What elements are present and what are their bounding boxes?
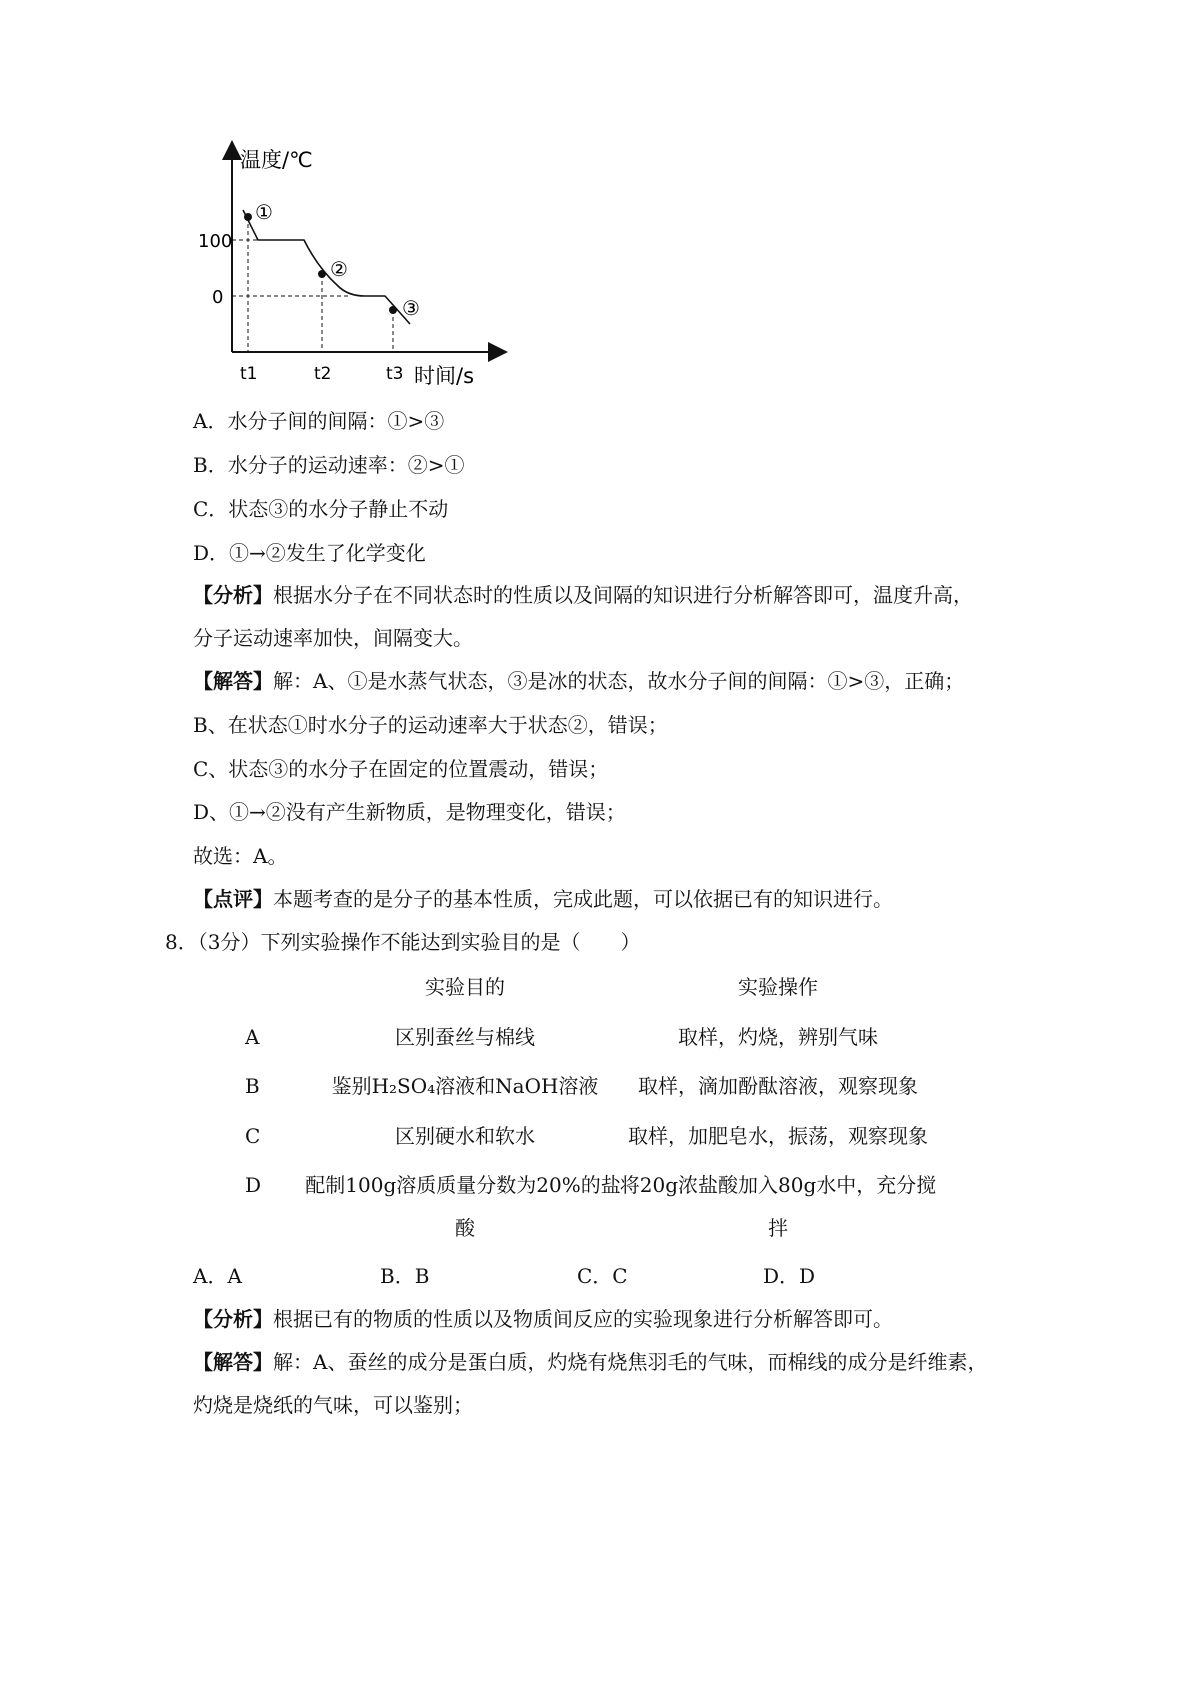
point-3-label: ③ — [402, 296, 420, 320]
x-axis-label: 时间/s — [414, 364, 475, 388]
point-3-dot — [389, 306, 397, 314]
q8-row-b-purpose: 鉴别H₂SO₄溶液和NaOH溶液 — [331, 1074, 599, 1098]
q7-answer-c: C、状态③的水分子在固定的位置震动，错误； — [193, 757, 609, 781]
q8-row-b-operation: 取样，滴加酚酞溶液，观察现象 — [638, 1074, 918, 1098]
point-2-label: ② — [330, 257, 348, 281]
q7-analysis-cont: 分子运动速率加快，间隔变大。 — [193, 626, 473, 650]
t2-label: t2 — [314, 364, 332, 384]
y-tick-0: 0 — [212, 287, 224, 308]
q7-comment — [193, 885, 893, 913]
q8-row-d-operation-cont: 拌 — [768, 1216, 788, 1240]
q7-option-d: D．①→②发生了化学变化 — [193, 541, 426, 565]
point-1-label: ① — [255, 200, 273, 224]
q8-row-d-purpose-cont: 酸 — [455, 1216, 475, 1240]
q8-choice-c: C．C — [577, 1264, 628, 1288]
q8-row-d-purpose: 配制100g溶质质量分数为20%的盐 — [305, 1173, 621, 1197]
point-1-dot — [244, 213, 252, 221]
q8-row-b-label: B — [245, 1074, 260, 1098]
q7-answer-d: D、①→②没有产生新物质，是物理变化，错误； — [193, 800, 626, 824]
q7-answer — [193, 667, 964, 695]
q8-header-operation: 实验操作 — [738, 975, 818, 999]
q8-choice-b: B．B — [380, 1264, 430, 1288]
q7-comment-text: 本题考查的是分子的基本性质，完成此题，可以依据已有的知识进行。 — [273, 887, 893, 911]
q8-analysis-tag: 【分析】 — [193, 1307, 273, 1331]
q7-answer-choice: 故选：A。 — [193, 844, 288, 868]
q7-answer-tag: 【解答】 — [193, 669, 273, 693]
q7-answer-b: B、在状态①时水分子的运动速率大于状态②，错误； — [193, 713, 668, 737]
q7-option-b: B．水分子的运动速率：②>① — [193, 453, 465, 477]
q8-row-d-operation: 将20g浓盐酸加入80g水中，充分搅 — [619, 1173, 937, 1197]
q8-row-a-purpose: 区别蚕丝与棉线 — [395, 1025, 535, 1049]
q8-answer-tag: 【解答】 — [193, 1350, 273, 1374]
q8-row-c-label: C — [245, 1124, 261, 1148]
q8-answer-cont: 灼烧是烧纸的气味，可以鉴别； — [193, 1393, 473, 1417]
t3-label: t3 — [386, 364, 404, 384]
point-2-dot — [318, 270, 326, 278]
t1-label: t1 — [240, 364, 258, 384]
q7-option-c: C．状态③的水分子静止不动 — [193, 497, 449, 521]
q8-row-a-label: A — [245, 1025, 260, 1049]
q7-option-a: A．水分子间的间隔：①>③ — [193, 409, 445, 433]
q8-row-d-label: D — [245, 1173, 262, 1197]
q7-analysis-tag: 【分析】 — [193, 583, 273, 607]
q7-comment-tag: 【点评】 — [193, 887, 273, 911]
q8-row-c-purpose: 区别硬水和软水 — [395, 1124, 535, 1148]
q7-analysis — [193, 581, 973, 609]
y-axis-label: 温度/℃ — [240, 148, 313, 172]
q8-answer-text: 解：A、蚕丝的成分是蛋白质，灼烧有烧焦羽毛的气味，而棉线的成分是纤维素， — [273, 1350, 988, 1374]
temperature-curve — [243, 210, 410, 324]
q8-header-purpose: 实验目的 — [425, 975, 505, 999]
q8-answer — [193, 1348, 987, 1376]
y-tick-100: 100 — [198, 231, 233, 252]
temperature-time-graph — [180, 140, 520, 400]
q8-choice-d: D．D — [763, 1264, 816, 1288]
q8-stem: 8．（3分）下列实验操作不能达到实验目的是（ ） — [165, 930, 641, 954]
q8-analysis-text: 根据已有的物质的性质以及物质间反应的实验现象进行分析解答即可。 — [273, 1307, 893, 1331]
q7-analysis-text: 根据水分子在不同状态时的性质以及间隔的知识进行分析解答即可，温度升高， — [273, 583, 973, 607]
q8-row-c-operation: 取样，加肥皂水，振荡，观察现象 — [628, 1124, 928, 1148]
q8-row-a-operation: 取样，灼烧，辨别气味 — [678, 1025, 878, 1049]
q8-analysis — [193, 1305, 893, 1333]
q8-choice-a: A．A — [193, 1264, 242, 1288]
q7-answer-text: 解：A、①是水蒸气状态，③是冰的状态，故水分子间的间隔：①>③，正确； — [273, 669, 965, 693]
